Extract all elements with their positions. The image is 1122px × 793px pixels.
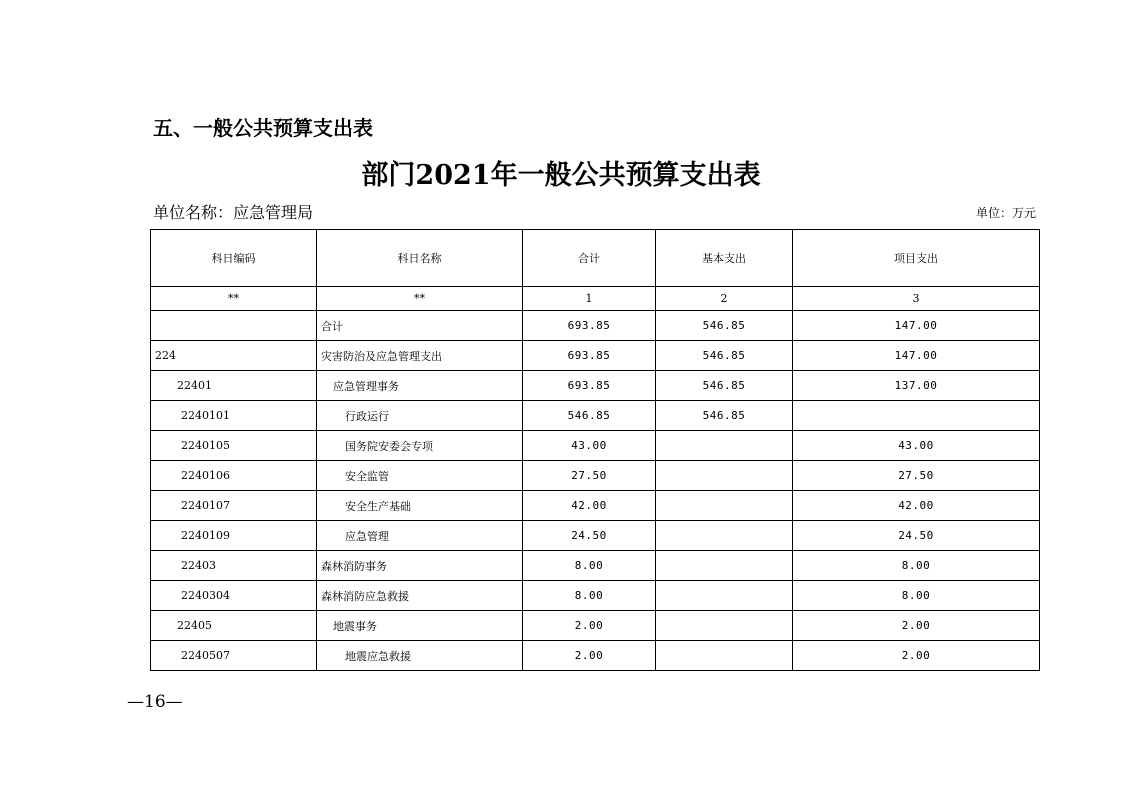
table-row: [151, 311, 1040, 341]
cell-name: 森林消防应急救援: [317, 581, 523, 611]
cell-code: [151, 311, 317, 341]
cell-project: 137.00: [793, 371, 1040, 401]
cell-basic: [656, 611, 793, 641]
page-number: —16—: [127, 692, 183, 712]
cell-project: 8.00: [793, 581, 1040, 611]
header-basic: 基本支出: [656, 230, 793, 287]
cell-basic: [656, 581, 793, 611]
cell-basic: [656, 491, 793, 521]
cell-basic: [656, 461, 793, 491]
cell-name: 地震事务: [317, 611, 523, 641]
cell-project: 8.00: [793, 551, 1040, 581]
cell-project: 147.00: [793, 341, 1040, 371]
cell-project: 147.00: [793, 311, 1040, 341]
cell-basic: 546.85: [656, 341, 793, 371]
cell-total: 693.85: [523, 311, 656, 341]
cell-total: 546.85: [523, 401, 656, 431]
cell-code: 2240101: [151, 401, 317, 431]
table-row: [151, 431, 1040, 461]
cell-name: 应急管理: [317, 521, 523, 551]
cell-total: 693.85: [523, 341, 656, 371]
header-project: 项目支出: [793, 230, 1040, 287]
cell-project: 24.50: [793, 521, 1040, 551]
header-code: 科日编码: [151, 230, 317, 287]
cell-total: 24.50: [523, 521, 656, 551]
cell-name: 灾害防治及应急管理支出: [317, 341, 523, 371]
table-index-row: [151, 287, 1040, 311]
cell-project: 2.00: [793, 611, 1040, 641]
table-row: [151, 491, 1040, 521]
cell-code: 2240304: [151, 581, 317, 611]
header-total: 合计: [523, 230, 656, 287]
cell-code: 22403: [151, 551, 317, 581]
table-row: [151, 611, 1040, 641]
page-title: 部门2021年一般公共预算支出表: [361, 160, 761, 191]
cell-code: 2240105: [151, 431, 317, 461]
index-total: 1: [523, 287, 656, 311]
section-title: 五、一般公共预算支出表: [153, 116, 373, 140]
cell-name: 安全生产基础: [317, 491, 523, 521]
table-header-row: [151, 230, 1040, 287]
cell-basic: 546.85: [656, 311, 793, 341]
cell-total: 27.50: [523, 461, 656, 491]
cell-total: 2.00: [523, 611, 656, 641]
table-row: [151, 341, 1040, 371]
table-row: [151, 461, 1040, 491]
cell-name: 安全监管: [317, 461, 523, 491]
cell-code: 2240109: [151, 521, 317, 551]
cell-total: 42.00: [523, 491, 656, 521]
table-row: [151, 581, 1040, 611]
cell-total: 8.00: [523, 581, 656, 611]
cell-basic: [656, 641, 793, 671]
table-row: [151, 641, 1040, 671]
index-basic: 2: [656, 287, 793, 311]
cell-code: 224: [151, 341, 317, 371]
table-row: [151, 401, 1040, 431]
cell-basic: [656, 521, 793, 551]
cell-project: 27.50: [793, 461, 1040, 491]
cell-name: 地震应急救援: [317, 641, 523, 671]
cell-code: 2240507: [151, 641, 317, 671]
cell-name: 森林消防事务: [317, 551, 523, 581]
header-name: 科日名称: [317, 230, 523, 287]
cell-basic: 546.85: [656, 371, 793, 401]
table-row: [151, 371, 1040, 401]
table-row: [151, 551, 1040, 581]
budget-table: [150, 229, 1040, 671]
cell-total: 2.00: [523, 641, 656, 671]
cell-total: 8.00: [523, 551, 656, 581]
unit-label: 单位：万元: [975, 206, 1036, 220]
cell-code: 22405: [151, 611, 317, 641]
cell-code: 22401: [151, 371, 317, 401]
cell-total: 693.85: [523, 371, 656, 401]
cell-project: [793, 401, 1040, 431]
cell-project: 43.00: [793, 431, 1040, 461]
cell-name: 行政运行: [317, 401, 523, 431]
cell-name: 国务院安委会专项: [317, 431, 523, 461]
cell-total: 43.00: [523, 431, 656, 461]
cell-code: 2240107: [151, 491, 317, 521]
cell-basic: 546.85: [656, 401, 793, 431]
index-code: **: [151, 287, 317, 311]
index-project: 3: [793, 287, 1040, 311]
cell-basic: [656, 551, 793, 581]
cell-project: 42.00: [793, 491, 1040, 521]
cell-basic: [656, 431, 793, 461]
cell-project: 2.00: [793, 641, 1040, 671]
cell-code: 2240106: [151, 461, 317, 491]
unit-name: 单位名称：应急管理局: [153, 203, 314, 222]
index-name: **: [317, 287, 523, 311]
cell-name: 应急管理事务: [317, 371, 523, 401]
cell-name: 合计: [317, 311, 523, 341]
table-row: [151, 521, 1040, 551]
